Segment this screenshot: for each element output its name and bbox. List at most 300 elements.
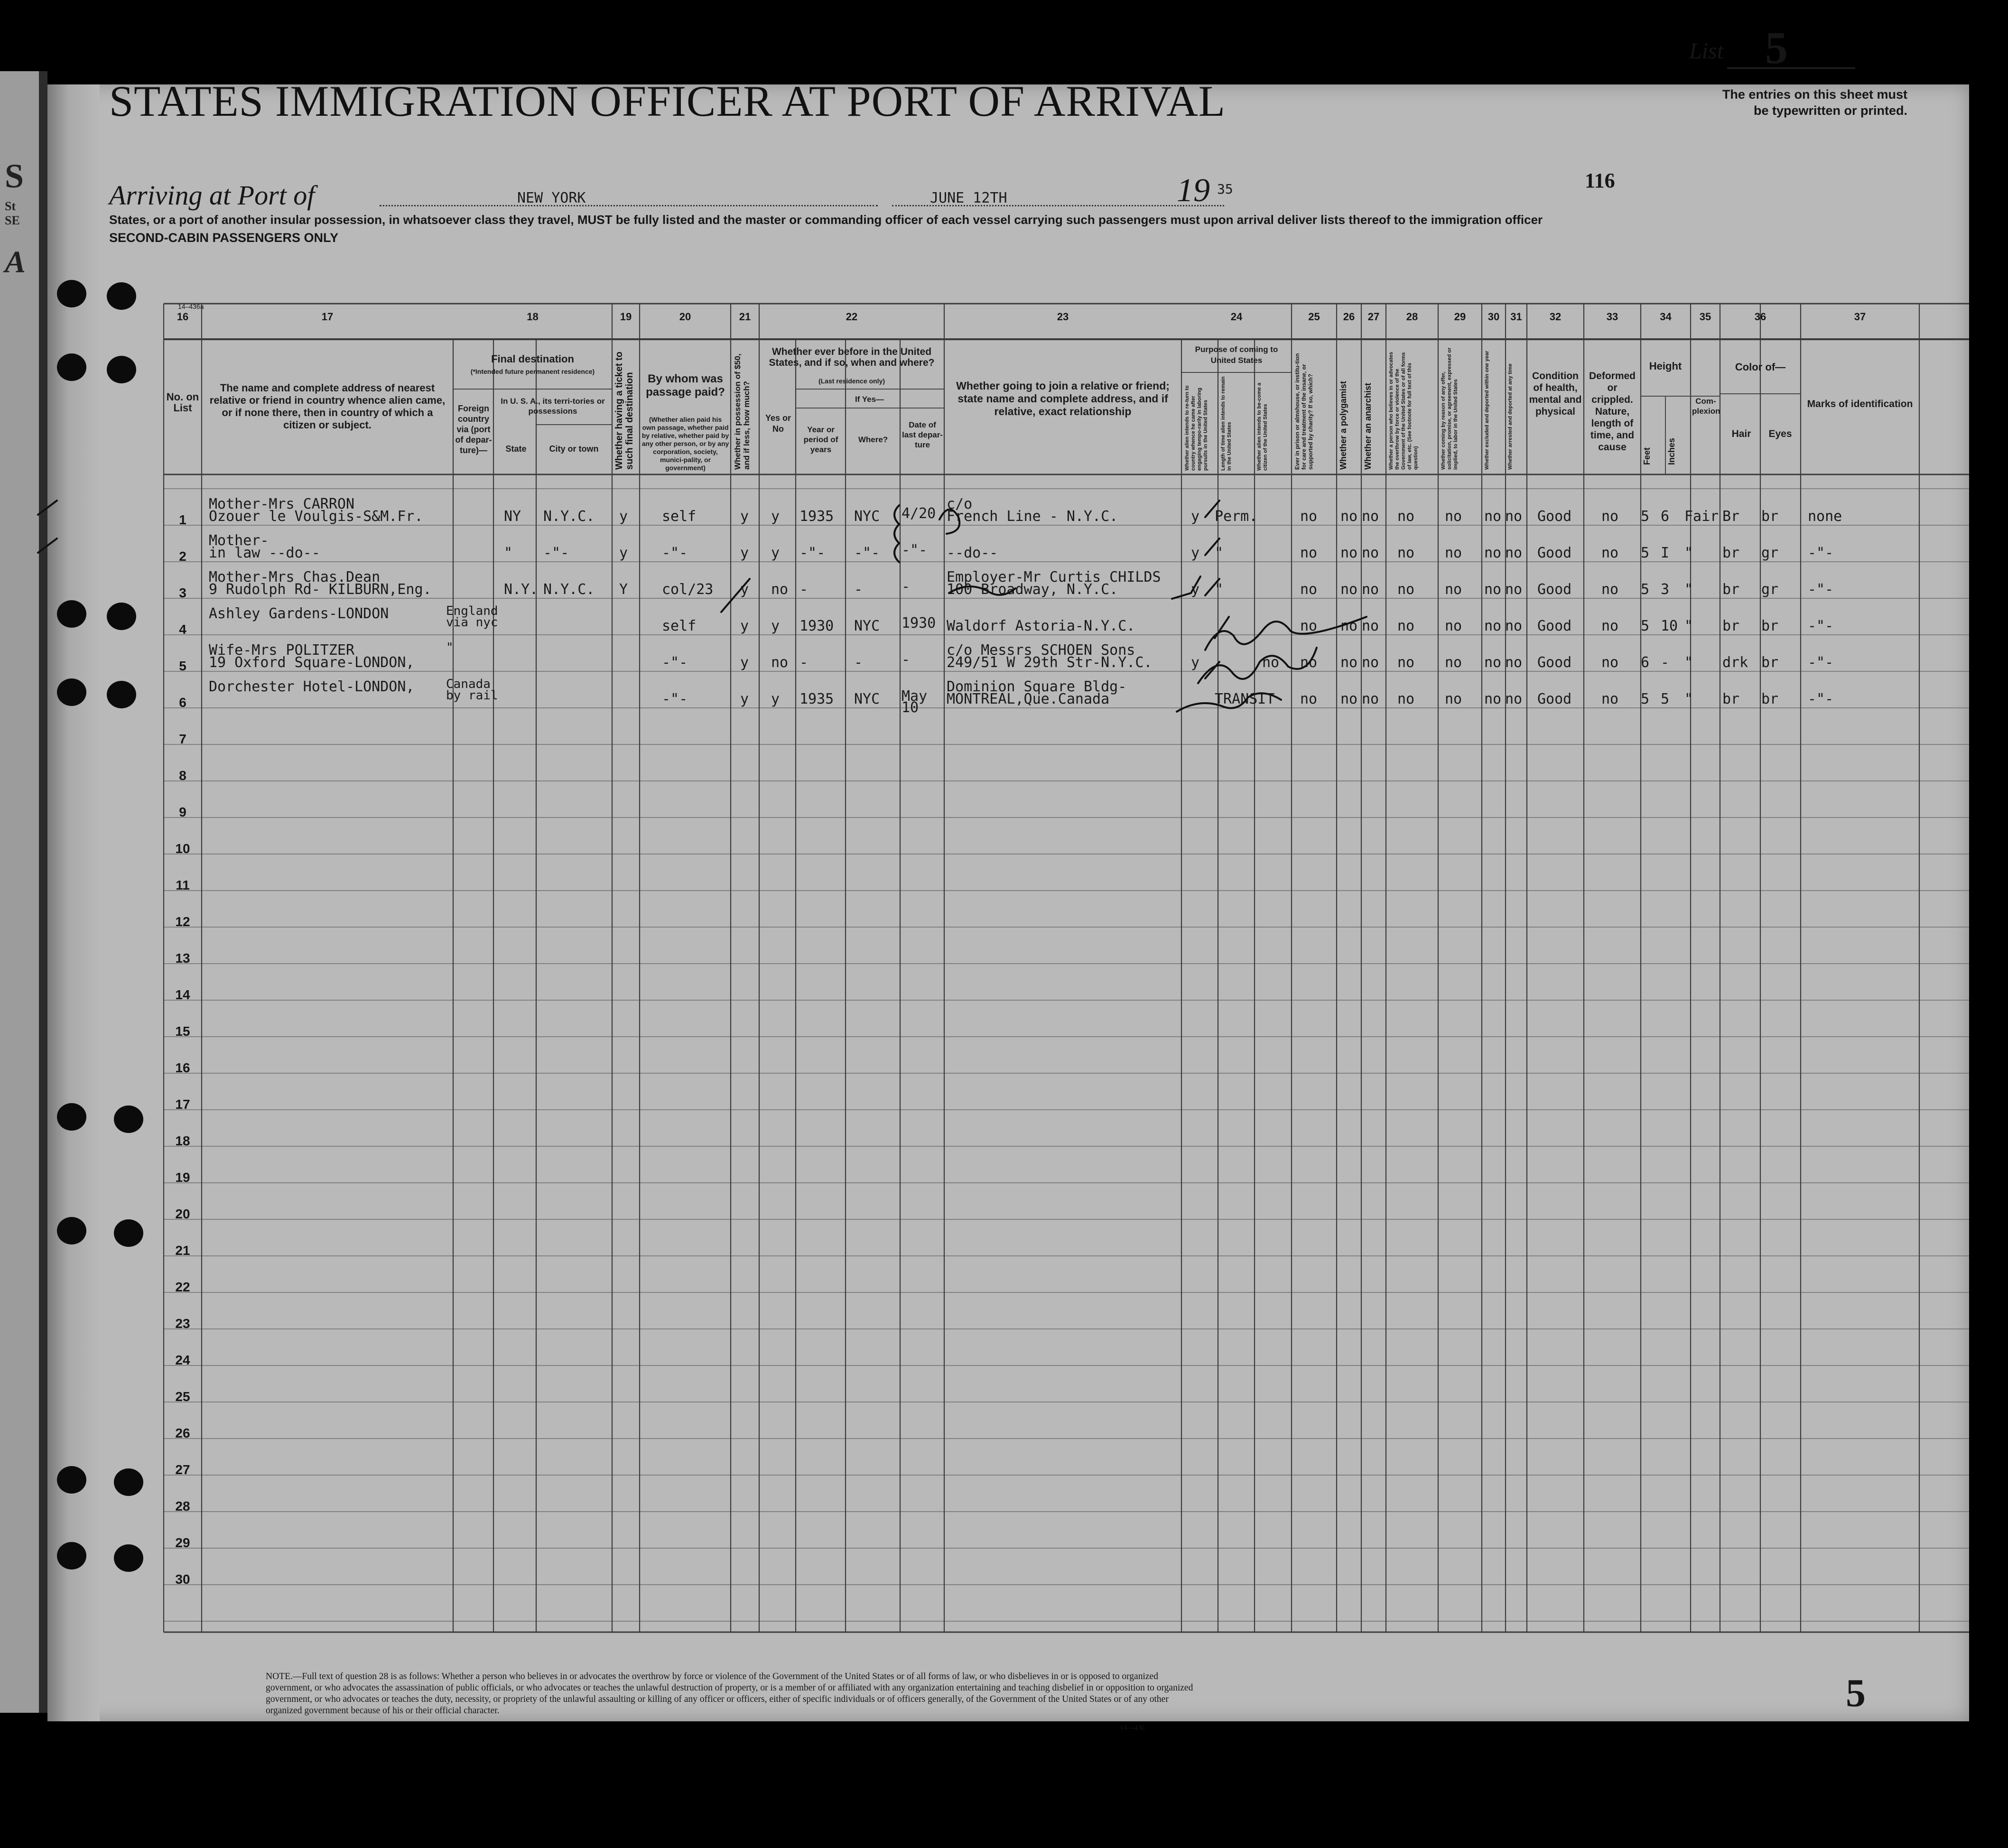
cell-purpose-return: y — [1191, 545, 1200, 561]
cell-fifty-dollars: y — [740, 691, 749, 707]
cell-fifty-dollars: y — [740, 618, 749, 634]
cell-passage-paid-by: self — [662, 618, 697, 634]
header-purpose-citizen: Whether alien intends to be-come a citizen of the United States — [1256, 382, 1268, 471]
cell-city: N.Y.C. — [543, 581, 595, 598]
cell-anarchist: no — [1362, 545, 1379, 561]
column-number: 36 — [1754, 311, 1766, 323]
cell-hair-color: br — [1722, 545, 1740, 561]
cell-deformed: no — [1601, 618, 1619, 634]
cell-anarchist: no — [1362, 618, 1379, 634]
left-page-letter: S — [5, 157, 24, 195]
cell-city: -"- — [543, 545, 569, 561]
column-number: 23 — [1057, 311, 1069, 323]
footnote: NOTE.—Full text of question 28 is as follows: Whether a person who believes in or advocates the overthrow by force or violence of the Government of the United States or of all forms of law, or who disbelieves in or is opposed to organized government, or who advocates the assassination of public officials, or who advocates or teaches the unlawful destruction of property, or is a member of or affiliated with any organization entertaining and teaching disbelief in or opposition to organized government, or who advocates or teaches the duty, necessity, or propriety of the unlawful assaulting or killing of any officer or officers, either of specific individuals or of officers generally, of the Government of the United States or of any other organized government because of his or their official character. — [266, 1672, 1193, 1716]
cell-identification-marks: -"- — [1808, 654, 1834, 671]
cell-hair-color: br — [1722, 691, 1740, 707]
cell-eye-color: gr — [1761, 545, 1779, 561]
cell-excluded: no — [1484, 691, 1502, 707]
cell-excluded: no — [1484, 508, 1502, 525]
cell-purpose-return: y — [1191, 508, 1200, 525]
cell-deformed: no — [1601, 581, 1619, 598]
header-last-residence: (Last residence only) — [818, 377, 885, 385]
entries-note-line: be typewritten or printed. — [1753, 103, 1907, 118]
column-number: 27 — [1367, 311, 1380, 323]
cell-overthrow: no — [1397, 508, 1415, 525]
cell-arrested: no — [1505, 654, 1523, 671]
cell-deformed: no — [1601, 691, 1619, 707]
cell-arrested: no — [1505, 545, 1523, 561]
row-number: 11 — [176, 878, 190, 892]
cell-hair-color: br — [1722, 618, 1740, 634]
header-inches: Inches — [1667, 437, 1676, 465]
row-number: 7 — [179, 732, 186, 746]
cell-hair-color: drk — [1722, 654, 1748, 671]
cell-health-condition: Good — [1537, 618, 1572, 634]
cell-complexion: Fair — [1684, 508, 1719, 525]
cell-overthrow: no — [1397, 545, 1415, 561]
binder-hole — [57, 280, 86, 307]
cell-arrested: no — [1505, 581, 1523, 598]
cell-joining-line-1: Dominion Square Bldg- — [947, 678, 1127, 695]
cell-joining-line-2: 249/51 W 29th Str-N.Y.C. — [947, 654, 1153, 671]
header-passage-note: (Whether alien paid his own passage, whether paid by relative, whether paid by any other person, or by any corporation, society, munici-pality, or government) — [641, 416, 729, 472]
header-state: State — [505, 444, 527, 454]
cell-height-inches: 10 — [1661, 618, 1678, 634]
binder-hole — [57, 1466, 86, 1494]
cell-purpose-length: TRANSIT — [1215, 691, 1275, 707]
column-number: 29 — [1454, 311, 1466, 323]
row-number: 9 — [179, 805, 186, 819]
list-label: List — [1689, 38, 1724, 64]
cell-before-in-us: y — [771, 545, 780, 561]
row-number: 2 — [179, 549, 186, 564]
cell-health-condition: Good — [1537, 691, 1572, 707]
cell-purpose-return: y — [1191, 581, 1200, 598]
row-number: 27 — [175, 1462, 190, 1477]
cell-relative-line-1: Mother-Mrs Chas.Dean — [209, 569, 381, 585]
manifest-sheet — [47, 84, 1969, 1721]
binder-hole — [57, 1217, 86, 1244]
cell-date-departure: - — [902, 651, 911, 668]
header-purpose: Purpose of coming to United States — [1195, 345, 1278, 365]
cell-identification-marks: -"- — [1808, 581, 1834, 598]
cell-purpose-citizen: no — [1262, 654, 1280, 671]
form-title: STATES IMMIGRATION OFFICER AT PORT OF ARRIVAL — [109, 77, 1226, 125]
row-number: 29 — [175, 1535, 190, 1550]
header-ticket: Whether having a ticket to such final destination — [614, 352, 635, 470]
cell-ticket: Y — [619, 581, 628, 598]
cell-where: - — [854, 654, 863, 671]
header-prison: Ever in prison or almshouse, or institu-tion for care and treatment of the insane, or supported by charity? If so, which? — [1294, 353, 1314, 470]
cell-height-inches: - — [1661, 654, 1670, 671]
cell-year: 1930 — [799, 618, 834, 634]
binder-hole — [57, 600, 86, 628]
cell-year: -"- — [799, 545, 826, 561]
cell-complexion: " — [1684, 545, 1693, 561]
cell-foreign-country: Canada by rail — [446, 677, 498, 703]
cell-passage-paid-by: self — [662, 508, 697, 525]
cell-height-feet: 5 — [1641, 618, 1650, 634]
column-number: 18 — [527, 311, 539, 323]
cell-anarchist: no — [1362, 691, 1379, 707]
header-overthrow: Whether a person who believes in or advocates the overthrow by force or violence of the Government of the United States or of all forms of law, etc. (See footnote for full text of this question) — [1388, 352, 1419, 470]
row-number: 15 — [175, 1024, 190, 1039]
cell-date-departure: May 10 — [902, 688, 928, 716]
column-number: 19 — [620, 311, 632, 323]
header-where: Where? — [858, 435, 888, 444]
cell-identification-marks: -"- — [1808, 545, 1834, 561]
header-before-us: Whether ever before in the United States, and if so, when and where? — [769, 346, 935, 368]
row-number: 25 — [175, 1389, 190, 1404]
cell-contract-labor: no — [1445, 618, 1462, 634]
cell-anarchist: no — [1362, 508, 1379, 525]
row-number: 16 — [175, 1060, 190, 1075]
cell-eye-color: br — [1761, 691, 1779, 707]
class-line: SECOND-CABIN PASSENGERS ONLY — [109, 231, 339, 245]
cell-prison: no — [1300, 508, 1318, 525]
header-purpose-return: Whether alien intends to re-turn to country whence he came after engaging tempo-rarily in laboring pursuits in the United States — [1184, 385, 1209, 471]
column-number: 35 — [1699, 311, 1711, 323]
cell-arrested: no — [1505, 508, 1523, 525]
cell-relative-line-1: Dorchester Hotel-LONDON, — [209, 678, 415, 695]
cell-before-in-us: y — [771, 691, 780, 707]
cell-excluded: no — [1484, 581, 1502, 598]
cell-health-condition: Good — [1537, 508, 1572, 525]
cell-height-feet: 6 — [1641, 654, 1650, 671]
column-number: 24 — [1230, 311, 1243, 323]
cell-year: - — [799, 581, 809, 598]
cell-prison: no — [1300, 545, 1318, 561]
binder-hole — [57, 1542, 86, 1569]
cell-fifty-dollars: y — [740, 545, 749, 561]
cell-anarchist: no — [1362, 581, 1379, 598]
cell-polygamist: no — [1340, 581, 1358, 598]
cell-before-in-us: y — [771, 508, 780, 525]
binder-hole — [107, 603, 136, 630]
header-complexion: Com-plexion — [1692, 397, 1720, 416]
row-number: 8 — [179, 768, 186, 783]
cell-health-condition: Good — [1537, 654, 1572, 671]
cell-where: NYC — [854, 691, 880, 707]
cell-overthrow: no — [1397, 581, 1415, 598]
header-no-on-list: No. on List — [166, 391, 199, 414]
row-number: 1 — [179, 512, 186, 527]
cell-purpose-length: " — [1215, 545, 1224, 561]
cell-excluded: no — [1484, 545, 1502, 561]
cell-relative-line-2: 9 Rudolph Rd- KILBURN,Eng. — [209, 581, 432, 598]
cell-polygamist: no — [1340, 618, 1358, 634]
left-page-letter: SE — [5, 214, 20, 227]
cell-overthrow: no — [1397, 691, 1415, 707]
cell-foreign-country: " — [446, 641, 454, 655]
cell-relative-line-2: Ozouer le Voulgis-S&M.Fr. — [209, 508, 423, 525]
year-prefix: 19 — [1177, 172, 1210, 209]
column-number: 25 — [1308, 311, 1320, 323]
header-contract: Whether coming by reason of any offer, solicitation, promise, or agreement, expressed or implied, to labor in the United States — [1441, 347, 1459, 470]
cell-height-feet: 5 — [1641, 545, 1650, 561]
column-number: 28 — [1406, 311, 1418, 323]
form-code: 14–436a — [178, 303, 204, 310]
entries-note — [1689, 86, 1907, 119]
row-number: 14 — [175, 987, 190, 1002]
cell-complexion: " — [1684, 654, 1693, 671]
cell-date-departure: 4/20 — [902, 505, 936, 522]
row-number: 21 — [175, 1243, 190, 1258]
cell-height-inches: 6 — [1661, 508, 1670, 525]
cell-date-departure: -"- — [902, 542, 928, 558]
cell-eye-color: br — [1761, 508, 1779, 525]
header-joining: Whether going to join a relative or friend; state name and complete address, and if relative, exact relationship — [956, 380, 1170, 418]
year-suffix: 35 — [1217, 181, 1233, 197]
row-number: 4 — [179, 622, 186, 637]
header-year-period: Year or period of years — [803, 425, 838, 454]
cell-relative-line-1: Mother- — [209, 532, 269, 549]
cell-ticket: y — [619, 545, 628, 561]
cell-joining-line-2: --do-- — [947, 545, 998, 561]
port-value: NEW YORK — [517, 190, 586, 206]
cell-contract-labor: no — [1445, 508, 1462, 525]
page-number: 5 — [1846, 1671, 1866, 1715]
cell-where: NYC — [854, 618, 880, 634]
column-number: 22 — [846, 311, 858, 323]
cell-polygamist: no — [1340, 654, 1358, 671]
list-underline — [1727, 67, 1855, 69]
cell-purpose-length: " — [1215, 581, 1224, 598]
row-number: 6 — [179, 695, 186, 710]
left-page-letter: St — [5, 199, 16, 213]
binder-hole — [107, 282, 136, 310]
header-final-destination: Final destination — [491, 353, 574, 365]
cell-fifty-dollars: y — [740, 654, 749, 671]
cell-identification-marks: none — [1808, 508, 1842, 525]
header-relative: The name and complete address of nearest relative or friend in country whence alien came, or if none there, then in country of which a citizen or subject. — [209, 382, 446, 431]
header-eyes: Eyes — [1768, 428, 1792, 439]
binder-hole — [107, 356, 136, 383]
cell-height-inches: 5 — [1661, 691, 1670, 707]
port-dotline — [380, 205, 878, 206]
left-facing-page — [0, 71, 47, 1713]
cell-excluded: no — [1484, 618, 1502, 634]
header-excluded: Whether excluded and deported within one year — [1484, 351, 1490, 470]
binder-hole — [114, 1468, 143, 1496]
cell-eye-color: gr — [1761, 581, 1779, 598]
header-if-yes: If Yes— — [855, 395, 884, 404]
row-number: 3 — [179, 585, 186, 600]
row-number: 17 — [175, 1097, 190, 1112]
cell-anarchist: no — [1362, 654, 1379, 671]
cell-complexion: " — [1684, 691, 1693, 707]
cell-deformed: no — [1601, 545, 1619, 561]
header-deformed: Deformed or crippled. Nature, length of time, and cause — [1589, 371, 1636, 453]
cell-eye-color: br — [1761, 618, 1779, 634]
header-polygamist: Whether a polygamist — [1339, 381, 1348, 470]
row-number: 26 — [175, 1426, 190, 1440]
cell-before-in-us: no — [771, 581, 789, 598]
header-height: Height — [1649, 360, 1682, 372]
header-final-destination-note: (*Intended future permanent residence) — [470, 368, 595, 375]
cell-complexion: " — [1684, 581, 1693, 598]
cell-height-feet: 5 — [1641, 691, 1650, 707]
cell-ticket: y — [619, 508, 628, 525]
row-number: 30 — [175, 1572, 190, 1587]
row-number: 10 — [175, 841, 190, 856]
cell-prison: no — [1300, 654, 1318, 671]
row-number: 24 — [175, 1353, 190, 1367]
cell-state: " — [504, 545, 513, 561]
cell-identification-marks: -"- — [1808, 618, 1834, 634]
cell-relative-line-2: in law --do-- — [209, 545, 320, 561]
header-fifty-dollars: Whether in possession of $50, and if less, how much? — [733, 353, 751, 470]
cell-height-inches: I — [1661, 545, 1670, 561]
arriving-label: Arriving at Port of — [109, 180, 315, 211]
cell-arrested: no — [1505, 691, 1523, 707]
form-subtitle: States, or a port of another insular possession, in whatsoever class they travel, MUST be fully listed and the master or commanding officer of each vessel carrying such passengers must upon arrival deliver lists thereof to the immigration officer — [109, 213, 1543, 227]
cell-identification-marks: -"- — [1808, 691, 1834, 707]
column-number: 17 — [321, 311, 334, 323]
column-number: 33 — [1606, 311, 1618, 323]
cell-joining-line-2: 100 Broadway, N.Y.C. — [947, 581, 1118, 598]
column-number: 32 — [1549, 311, 1562, 323]
cell-relative-line-2: 19 Oxford Square-LONDON, — [209, 654, 415, 671]
column-number: 16 — [177, 311, 189, 323]
cell-polygamist: no — [1340, 508, 1358, 525]
column-number: 31 — [1510, 311, 1522, 323]
header-feet: Feet — [1642, 447, 1652, 465]
row-number: 28 — [175, 1499, 190, 1514]
cell-date-departure: - — [902, 578, 911, 595]
cell-joining-line-2: MONTREAL,Que.Canada — [947, 691, 1110, 707]
row-number: 23 — [175, 1316, 190, 1331]
header-anarchist: Whether an anarchist — [1363, 382, 1373, 470]
row-number: 20 — [175, 1207, 190, 1221]
cell-year: 1935 — [799, 691, 834, 707]
cell-health-condition: Good — [1537, 545, 1572, 561]
cell-passage-paid-by: -"- — [662, 545, 688, 561]
cell-before-in-us: y — [771, 618, 780, 634]
header-color-of: Color of— — [1735, 361, 1786, 373]
binder-hole — [114, 1544, 143, 1572]
serial-number: 116 — [1585, 169, 1615, 192]
cell-height-inches: 3 — [1661, 581, 1670, 598]
header-yes-or-no: Yes or No — [765, 413, 791, 434]
cell-fifty-dollars: y — [740, 508, 749, 525]
cell-joining-line-2: Waldorf Astoria-N.Y.C. — [947, 618, 1135, 634]
cell-joining-line-1: c/o — [947, 496, 973, 512]
cell-date-departure: 1930 — [902, 615, 936, 631]
header-purpose-length: Length of time alien intends to remain in the United States — [1220, 376, 1232, 471]
header-hair: Hair — [1731, 428, 1751, 439]
cell-deformed: no — [1601, 508, 1619, 525]
cell-foreign-country: England via nyc — [446, 604, 498, 630]
cell-fifty-dollars: y — [740, 581, 749, 598]
header-arrested: Whether arrested and deported at any time — [1507, 363, 1513, 470]
cell-contract-labor: no — [1445, 545, 1462, 561]
row-number: 19 — [175, 1170, 190, 1185]
header-condition: Condition of health, mental and physical — [1529, 371, 1582, 417]
cell-polygamist: no — [1340, 545, 1358, 561]
cell-polygamist: no — [1340, 691, 1358, 707]
header-passage-by: By whom was passage paid? — [646, 372, 725, 399]
row-number: 5 — [179, 659, 186, 673]
cell-overthrow: no — [1397, 654, 1415, 671]
column-number: 37 — [1854, 311, 1866, 323]
page-edge — [39, 71, 47, 1713]
cell-hair-color: Br — [1722, 508, 1740, 525]
cell-deformed: no — [1601, 654, 1619, 671]
cell-relative-line-1: Wife-Mrs POLITZER — [209, 642, 355, 659]
list-number: 5 — [1765, 22, 1788, 73]
binder-hole — [57, 1103, 86, 1131]
binder-hole — [107, 681, 136, 708]
column-number: 34 — [1660, 311, 1672, 323]
cell-year: 1935 — [799, 508, 834, 525]
column-number: 30 — [1487, 311, 1500, 323]
footnote-code: 14—436 — [1120, 1724, 1145, 1732]
cell-relative-line-1: Mother-Mrs CARRON — [209, 496, 355, 512]
cell-prison: no — [1300, 691, 1318, 707]
cell-hair-color: br — [1722, 581, 1740, 598]
cell-before-in-us: no — [771, 654, 789, 671]
cell-passage-paid-by: -"- — [662, 654, 688, 671]
cell-joining-line-2: French Line - N.Y.C. — [947, 508, 1118, 525]
left-page-letter: A — [5, 245, 26, 279]
row-number: 12 — [175, 914, 190, 929]
cell-purpose-return: y — [1191, 654, 1200, 671]
header-in-usa: In U. S. A., its terri-tories or possessions — [501, 397, 605, 416]
binder-hole — [57, 678, 86, 706]
binder-hole — [57, 353, 86, 381]
cell-prison: no — [1300, 618, 1318, 634]
cell-joining-line-1: Employer-Mr Curtis CHILDS — [947, 569, 1161, 585]
row-number: 22 — [175, 1280, 190, 1294]
cell-city: N.Y.C. — [543, 508, 595, 525]
cell-purpose-length: Perm. — [1215, 508, 1258, 525]
column-number: 20 — [679, 311, 691, 323]
column-number: 21 — [739, 311, 751, 323]
cell-where: -"- — [854, 545, 880, 561]
cell-year: - — [799, 654, 809, 671]
cell-where: - — [854, 581, 863, 598]
cell-passage-paid-by: col/23 — [662, 581, 714, 598]
cell-joining-line-1: c/o Messrs SCHOEN Sons — [947, 642, 1135, 659]
cell-state: NY — [504, 508, 521, 525]
date-value: JUNE 12TH — [930, 190, 1007, 206]
cell-state: N.Y. — [504, 581, 539, 598]
entries-note-line: The entries on this sheet must — [1722, 87, 1907, 102]
cell-contract-labor: no — [1445, 581, 1462, 598]
cell-overthrow: no — [1397, 618, 1415, 634]
cell-excluded: no — [1484, 654, 1502, 671]
header-date-departure: Date of last depar-ture — [902, 420, 943, 449]
cell-prison: no — [1300, 581, 1318, 598]
cell-complexion: " — [1684, 618, 1693, 634]
row-number: 13 — [175, 951, 190, 966]
header-marks: Marks of identification — [1807, 399, 1913, 409]
header-foreign-country: Foreign country via (port of depar-ture)— — [455, 404, 492, 455]
cell-contract-labor: no — [1445, 654, 1462, 671]
row-number: 18 — [175, 1133, 190, 1148]
cell-where: NYC — [854, 508, 880, 525]
cell-eye-color: br — [1761, 654, 1779, 671]
column-number: 26 — [1343, 311, 1355, 323]
cell-passage-paid-by: -"- — [662, 691, 688, 707]
binder-hole — [114, 1219, 143, 1247]
cell-relative-line-1: Ashley Gardens-LONDON — [209, 605, 389, 622]
cell-height-feet: 5 — [1641, 508, 1650, 525]
cell-health-condition: Good — [1537, 581, 1572, 598]
cell-height-feet: 5 — [1641, 581, 1650, 598]
cell-contract-labor: no — [1445, 691, 1462, 707]
